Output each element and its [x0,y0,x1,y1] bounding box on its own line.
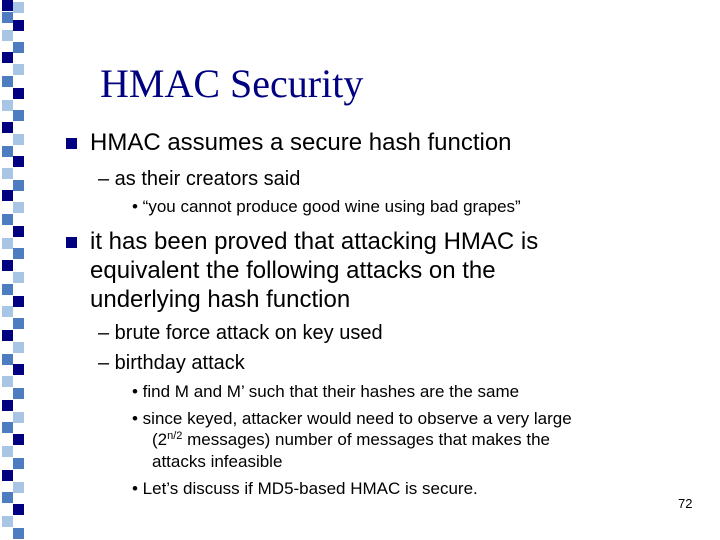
bullet-1-text: HMAC assumes a secure hash function [90,129,512,156]
page-number: 72 [678,496,693,511]
strip-square [2,376,13,387]
strip-square [2,146,13,157]
bullet-2-line-2: equivalent the following attacks on the [90,257,496,284]
detail-2-prefix: (2 [152,430,168,449]
exponent-superscript: n/2 [167,430,183,442]
strip-square [2,168,13,179]
strip-square [2,0,13,11]
strip-square [2,446,13,457]
strip-square [2,76,13,87]
strip-square [2,422,13,433]
strip-square [2,470,13,481]
strip-square [13,272,24,283]
strip-square [13,20,24,31]
strip-square [13,134,24,145]
strip-square [2,306,13,317]
bullet-2-line-1: it has been proved that attacking HMAC is [90,228,539,255]
strip-square [13,434,24,445]
strip-square [13,296,24,307]
strip-square [13,202,24,213]
bullet-2-line-3: underlying hash function [90,286,351,313]
strip-square [13,156,24,167]
strip-square [13,342,24,353]
strip-square [13,226,24,237]
bullet-2-sub-1: – brute force attack on key used [98,322,383,344]
bullet-2-detail-3: • Let’s discuss if MD5-based HMAC is secure. [132,479,478,498]
strip-square [2,122,13,133]
strip-square [2,238,13,249]
bullet-2-detail-2-line-1: • since keyed, attacker would need to observe a very large [132,409,572,428]
strip-square [2,330,13,341]
bullet-2-detail-2-line-2 [152,429,550,450]
strip-square [2,400,13,411]
strip-square [13,64,24,75]
strip-square [2,190,13,201]
strip-square [13,458,24,469]
strip-square [2,214,13,225]
strip-square [13,110,24,121]
bullet-2-detail-1: • find M and M’ such that their hashes are the same [132,382,520,401]
strip-square [2,492,13,503]
strip-square [2,284,13,295]
strip-square [13,42,24,53]
strip-square [13,180,24,191]
square-bullet-icon [66,138,77,149]
decorative-square-strip [0,0,26,540]
strip-square [13,88,24,99]
square-bullet-icon [66,237,77,248]
strip-square [2,260,13,271]
strip-square [2,516,13,527]
strip-square [13,364,24,375]
strip-square [13,412,24,423]
strip-square [2,100,13,111]
strip-square [13,318,24,329]
strip-square [2,30,13,41]
slide-title: HMAC Security [100,61,364,106]
strip-square [2,354,13,365]
strip-square [2,52,13,63]
bullet-1-sub: – as their creators said [98,168,301,190]
bullet-2-sub-2: – birthday attack [98,352,245,374]
bullet-2-detail-2-line-3: attacks infeasible [152,452,283,471]
strip-square [13,504,24,515]
strip-square [13,528,24,539]
strip-square [13,2,24,13]
strip-square [2,12,13,23]
strip-square [13,248,24,259]
strip-square [13,482,24,493]
strip-square [13,388,24,399]
bullet-1-quote: • “you cannot produce good wine using bad grapes” [132,197,521,216]
detail-2-suffix: messages) number of messages that makes the [182,430,550,449]
